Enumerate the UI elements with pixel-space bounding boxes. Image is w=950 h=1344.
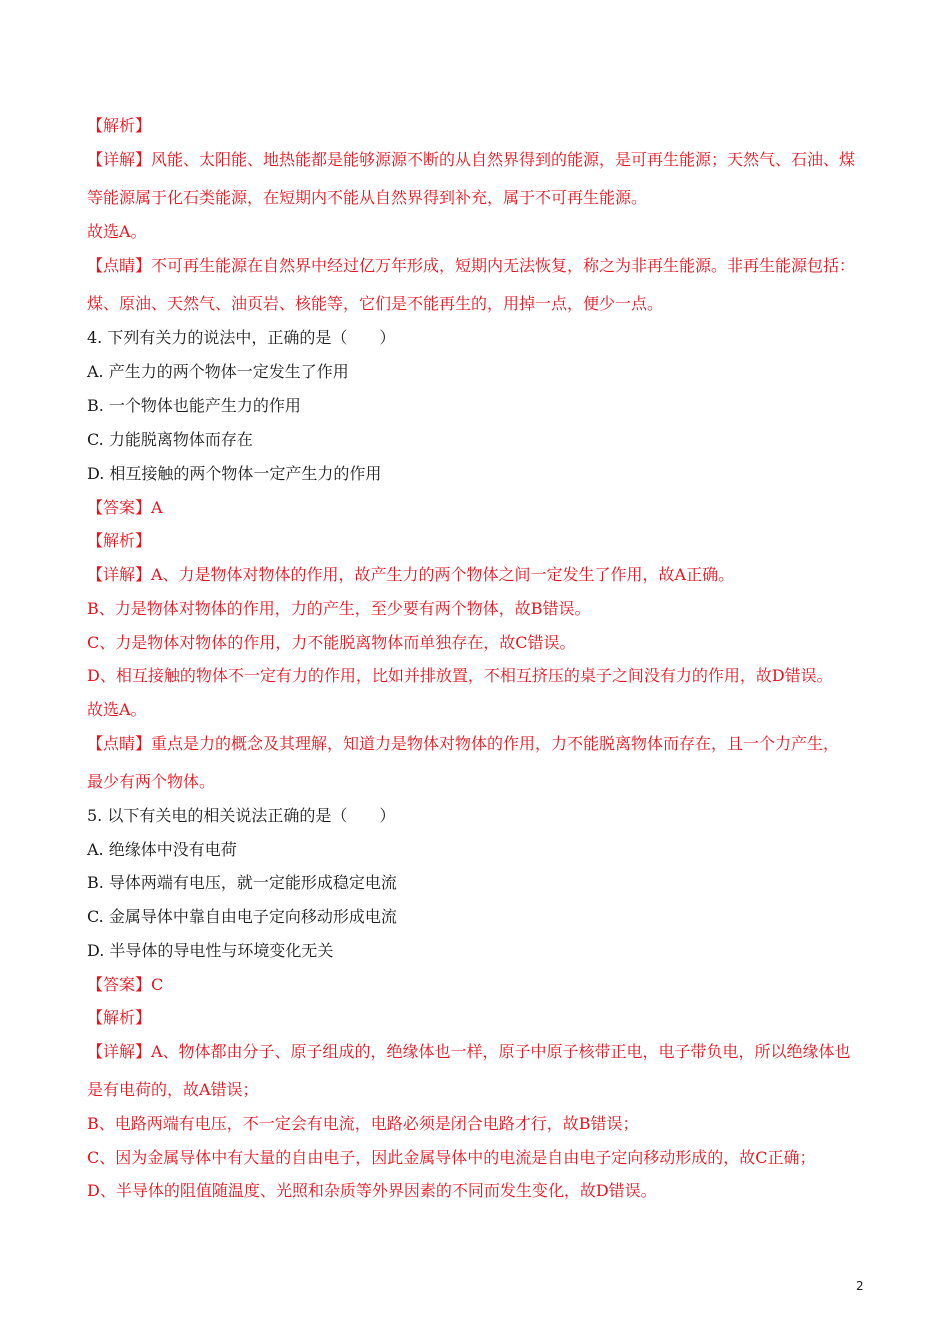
q5-option-a: A. 绝缘体中没有电荷 [87, 840, 237, 859]
q3-conclusion: 故选A。 [87, 222, 147, 241]
q5-detail-line-5: D、半导体的阻值随温度、光照和杂质等外界因素的不同而发生变化，故D错误。 [87, 1181, 657, 1200]
q3-highlight-line-2: 煤、原油、天然气、油页岩、核能等，它们是不能再生的，用掉一点，便少一点。 [87, 294, 664, 313]
q5-answer: 【答案】C [87, 975, 164, 994]
q5-option-c: C. 金属导体中靠自由电子定向移动形成电流 [87, 907, 397, 926]
q5-detail-line-1: 【详解】A、物体都由分子、原子组成的，绝缘体也一样，原子中原子核带正电，电子带负电，所以绝缘体也 [87, 1042, 851, 1061]
q4-highlight-line-1: 【点睛】重点是力的概念及其理解，知道力是物体对物体的作用，力不能脱离物体而存在，且一个力产生， [87, 734, 840, 753]
q3-highlight-line-1: 【点睛】不可再生能源在自然界中经过亿万年形成，短期内无法恢复，称之为非再生能源。非再生能源包括： [87, 256, 856, 275]
q5-detail-line-2: 是有电荷的，故A错误； [87, 1080, 259, 1099]
q4-detail-line-4: D、相互接触的物体不一定有力的作用，比如并排放置，不相互挤压的桌子之间没有力的作用，故D错误。 [87, 666, 833, 685]
q3-detail-line-1: 【详解】风能、太阳能、地热能都是能够源源不断的从自然界得到的能源，是可再生能源；天然气、石油、煤 [87, 150, 856, 169]
q4-option-c: C. 力能脱离物体而存在 [87, 430, 253, 449]
q4-detail-line-3: C、力是物体对物体的作用，力不能脱离物体而单独存在，故C错误。 [87, 633, 576, 652]
q4-answer: 【答案】A [87, 498, 163, 517]
q4-detail-line-2: B、力是物体对物体的作用，力的产生，至少要有两个物体，故B错误。 [87, 599, 591, 618]
q4-analysis-heading: 【解析】 [87, 531, 152, 550]
q5-option-d: D. 半导体的导电性与环境变化无关 [87, 941, 334, 960]
q3-analysis-heading: 【解析】 [87, 116, 152, 135]
page-number: 2 [856, 1279, 864, 1293]
q4-question: 4. 下列有关力的说法中，正确的是（ ） [87, 328, 396, 347]
q5-analysis-heading: 【解析】 [87, 1008, 152, 1027]
q3-detail-line-2: 等能源属于化石类能源，在短期内不能从自然界得到补充，属于不可再生能源。 [87, 188, 648, 207]
q4-option-a: A. 产生力的两个物体一定发生了作用 [87, 362, 349, 381]
q5-question: 5. 以下有关电的相关说法正确的是（ ） [87, 806, 396, 825]
q4-option-d: D. 相互接触的两个物体一定产生力的作用 [87, 464, 382, 483]
q4-detail-line-1: 【详解】A、力是物体对物体的作用，故产生力的两个物体之间一定发生了作用，故A正确。 [87, 565, 735, 584]
q4-highlight-line-2: 最少有两个物体。 [87, 772, 216, 791]
q5-option-b: B. 导体两端有电压，就一定能形成稳定电流 [87, 873, 397, 892]
q5-detail-line-3: B、电路两端有电压，不一定会有电流，电路必须是闭合电路才行，故B错误； [87, 1114, 639, 1133]
q5-detail-line-4: C、因为金属导体中有大量的自由电子，因此金属导体中的电流是自由电子定向移动形成的，故C正确； [87, 1148, 816, 1167]
q4-option-b: B. 一个物体也能产生力的作用 [87, 396, 301, 415]
q4-conclusion: 故选A。 [87, 700, 147, 719]
